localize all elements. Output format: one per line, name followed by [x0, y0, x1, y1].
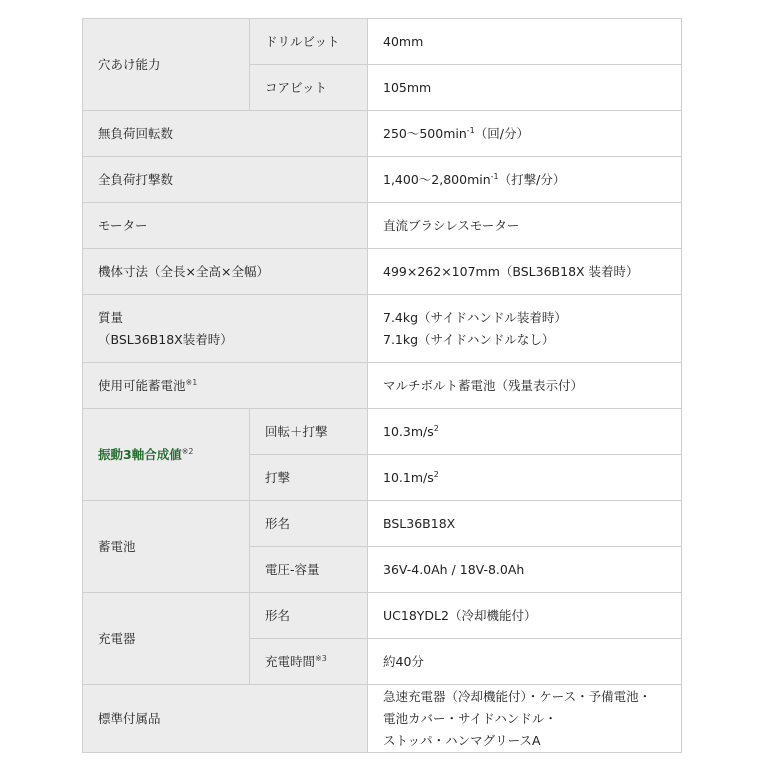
rotation-impact-value	[368, 409, 682, 455]
weight-label-line1: 質量	[98, 309, 124, 325]
impact-only-sup: 2	[433, 469, 439, 479]
dimensions-value: 499×262×107mm（BSL36B18X 装着時）	[368, 249, 682, 295]
battery-model-value: BSL36B18X	[368, 501, 682, 547]
weight-value	[368, 295, 682, 363]
footnote-1: ※1	[185, 377, 198, 387]
table-row	[83, 157, 682, 203]
impact-rate-sup: -1	[490, 171, 499, 181]
spec-table	[82, 18, 682, 753]
charge-time-label-text: 充電時間	[265, 653, 316, 669]
dimensions-label: 機体寸法（全長×全高×全幅）	[83, 249, 368, 295]
impact-rate-main: 1,400～2,800min	[383, 171, 491, 187]
accessories-value	[368, 685, 682, 753]
motor-label: モーター	[83, 203, 368, 249]
impact-rate-label: 全負荷打撃数	[83, 157, 368, 203]
no-load-speed-unit: （回/分）	[474, 125, 529, 141]
accessories-line1: 急速充電器（冷却機能付）・ケース・予備電池・	[383, 688, 652, 704]
vibration-label	[83, 409, 250, 501]
table-row	[83, 203, 682, 249]
charge-time-value: 約40分	[368, 639, 682, 685]
table-row	[83, 295, 682, 363]
table-row	[83, 501, 682, 547]
weight-value-line1: 7.4kg（サイドハンドル装着時）	[383, 309, 567, 325]
accessories-line3: ストッパ・ハンマグリースA	[383, 732, 541, 748]
battery-voltage-label: 電圧-容量	[250, 547, 368, 593]
impact-rate-value	[368, 157, 682, 203]
accessories-label: 標準付属品	[83, 685, 368, 753]
charger-label: 充電器	[83, 593, 250, 685]
no-load-speed-label: 無負荷回転数	[83, 111, 368, 157]
footnote-2: ※2	[181, 446, 194, 456]
rotation-impact-sup: 2	[433, 423, 439, 433]
table-row	[83, 363, 682, 409]
battery-label: 蓄電池	[83, 501, 250, 593]
impact-only-main: 10.1m/s	[383, 469, 434, 485]
battery-usable-label-text: 使用可能蓄電池	[98, 377, 186, 393]
impact-only-value	[368, 455, 682, 501]
charger-model-value: UC18YDL2（冷却機能付）	[368, 593, 682, 639]
impact-only-label: 打撃	[250, 455, 368, 501]
battery-model-label: 形名	[250, 501, 368, 547]
no-load-speed-sup: -1	[466, 125, 475, 135]
table-row	[83, 111, 682, 157]
table-row	[83, 593, 682, 639]
core-bit-label: コアビット	[250, 65, 368, 111]
vibration-label-text: 振動3軸合成値	[98, 446, 182, 462]
drill-bit-label: ドリルビット	[250, 19, 368, 65]
core-bit-value: 105mm	[368, 65, 682, 111]
motor-value: 直流ブラシレスモーター	[368, 203, 682, 249]
charge-time-label	[250, 639, 368, 685]
rotation-impact-label: 回転＋打撃	[250, 409, 368, 455]
drill-bit-value: 40mm	[368, 19, 682, 65]
rotation-impact-main: 10.3m/s	[383, 423, 434, 439]
table-row	[83, 249, 682, 295]
battery-usable-label	[83, 363, 368, 409]
footnote-3: ※3	[315, 653, 327, 663]
battery-voltage-value: 36V-4.0Ah / 18V-8.0Ah	[368, 547, 682, 593]
weight-value-line2: 7.1kg（サイドハンドルなし）	[383, 331, 555, 347]
battery-usable-value: マルチボルト蓄電池（残量表示付）	[368, 363, 682, 409]
table-row	[83, 19, 682, 65]
no-load-speed-value	[368, 111, 682, 157]
weight-label	[83, 295, 368, 363]
table-row	[83, 685, 682, 753]
drilling-label: 穴あけ能力	[83, 19, 250, 111]
impact-rate-unit: （打撃/分）	[498, 171, 566, 187]
table-row	[83, 409, 682, 455]
accessories-line2: 電池カバー・サイドハンドル・	[383, 710, 557, 726]
no-load-speed-main: 250～500min	[383, 125, 467, 141]
weight-label-line2: （BSL36B18X装着時）	[98, 331, 233, 347]
charger-model-label: 形名	[250, 593, 368, 639]
